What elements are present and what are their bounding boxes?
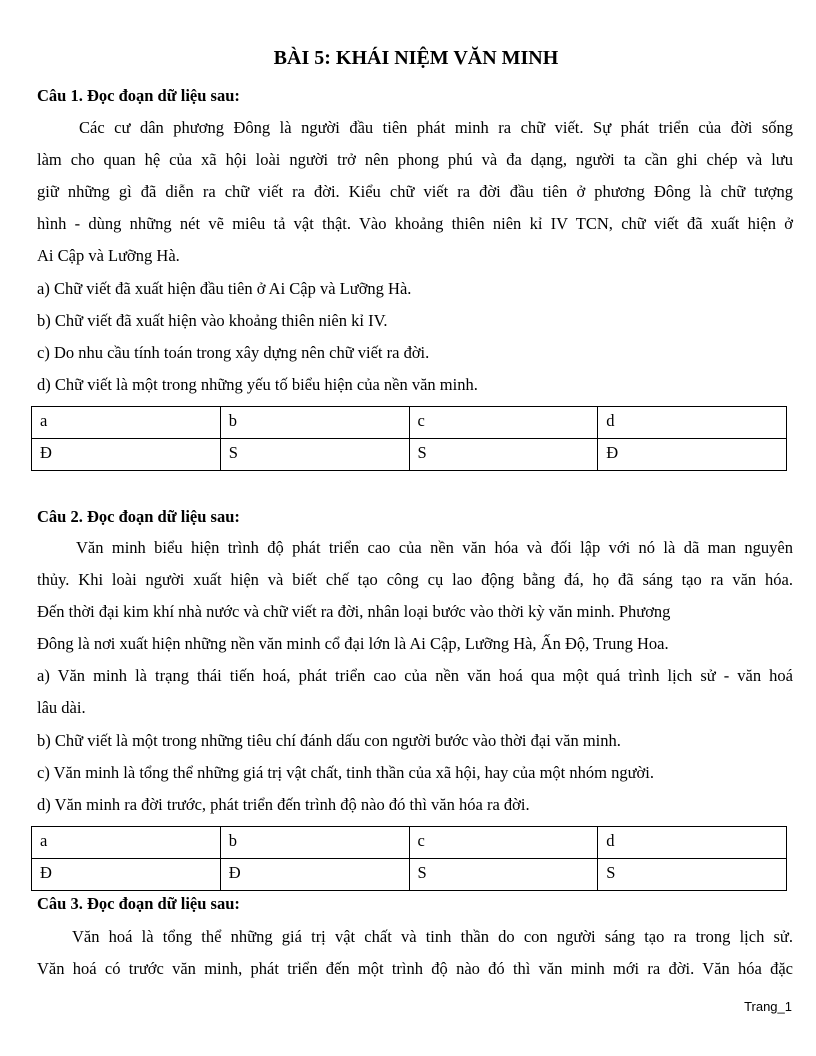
- table-answer-cell: Đ: [32, 859, 221, 891]
- q1-option-a: a) Chữ viết đã xuất hiện đầu tiên ở Ai Cập và Lưỡng Hà.: [37, 279, 412, 298]
- q1-option-b: b) Chữ viết đã xuất hiện vào khoảng thiên niên kỉ IV.: [37, 311, 388, 330]
- table-header-cell: c: [409, 407, 598, 439]
- table-header-cell: a: [32, 827, 221, 859]
- q1-paragraph-line: Các cư dân phương Đông là người đầu tiên phát minh ra chữ viết. Sự phát triển của đời sống: [79, 118, 793, 137]
- table-answer-cell: S: [409, 859, 598, 891]
- q2-option-a-continued: lâu dài.: [37, 698, 86, 717]
- q1-paragraph-line: hình - dùng những nét vẽ miêu tả vật thật. Vào khoảng thiên niên kỉ IV TCN, chữ viết đã xuất hiện ở: [37, 214, 793, 233]
- table-header-cell: d: [598, 407, 787, 439]
- question-3-heading: Câu 3. Đọc đoạn dữ liệu sau:: [37, 894, 240, 913]
- table-answer-cell: Đ: [32, 439, 221, 471]
- q2-option-c: c) Văn minh là tổng thể những giá trị vật chất, tinh thần của xã hội, hay của một nhóm người.: [37, 763, 654, 782]
- table-answer-cell: S: [220, 439, 409, 471]
- table-row: [32, 827, 787, 859]
- table-row: [32, 859, 787, 891]
- q2-option-d: d) Văn minh ra đời trước, phát triển đến trình độ nào đó thì văn hóa ra đời.: [37, 795, 530, 814]
- table-header-cell: b: [220, 407, 409, 439]
- q3-paragraph-line: Văn hoá có trước văn minh, phát triển đến một trình độ nào đó thì văn minh mới ra đời. Văn hóa đặc: [37, 959, 793, 978]
- q1-paragraph-line: làm cho quan hệ của xã hội loài người trở nên phong phú và đa dạng, người ta cần ghi chép và lưu: [37, 150, 793, 169]
- table-header-cell: b: [220, 827, 409, 859]
- q3-paragraph-line: Văn hoá là tổng thể những giá trị vật chất và tinh thần do con người sáng tạo ra trong lịch sử.: [72, 927, 793, 946]
- page-title: BÀI 5: KHÁI NIỆM VĂN MINH: [273, 47, 559, 69]
- q2-paragraph-line: Đến thời đại kim khí nhà nước và chữ viết ra đời, nhân loại bước vào thời kỳ văn minh. Phương: [37, 602, 671, 621]
- page-number: Trang_1: [744, 999, 792, 1014]
- q1-paragraph-line: giữ những gì đã diễn ra chữ viết ra đời. Kiểu chữ viết ra đời đầu tiên ở phương Đông là chữ tượng: [37, 182, 793, 201]
- table-answer-cell: Đ: [220, 859, 409, 891]
- question-1-heading: Câu 1. Đọc đoạn dữ liệu sau:: [37, 86, 240, 105]
- table-row: [32, 439, 787, 471]
- q2-option-a: a) Văn minh là trạng thái tiến hoá, phát triển cao của nền văn hoá qua một quá trình lịch sử - văn hoá: [37, 666, 793, 685]
- q2-paragraph-line: Đông là nơi xuất hiện những nền văn minh cổ đại lớn là Ai Cập, Lưỡng Hà, Ấn Độ, Trung Hoa.: [37, 634, 669, 653]
- table-answer-cell: S: [598, 859, 787, 891]
- table-answer-cell: Đ: [598, 439, 787, 471]
- question-2-heading: Câu 2. Đọc đoạn dữ liệu sau:: [37, 507, 240, 526]
- q2-option-b: b) Chữ viết là một trong những tiêu chí đánh dấu con người bước vào thời đại văn minh.: [37, 731, 621, 750]
- q2-paragraph-line: Văn minh biểu hiện trình độ phát triển cao của nền văn hóa và đối lập với nó là dã man nguyên: [76, 538, 793, 557]
- table-header-cell: a: [32, 407, 221, 439]
- q2-paragraph-line: thủy. Khi loài người xuất hiện và biết chế tạo công cụ lao động bằng đá, họ đã sáng tạo ra văn hóa.: [37, 570, 793, 589]
- q1-answer-table: [31, 406, 787, 471]
- table-answer-cell: S: [409, 439, 598, 471]
- table-header-cell: c: [409, 827, 598, 859]
- q1-paragraph-line: Ai Cập và Lưỡng Hà.: [37, 246, 180, 265]
- table-header-cell: d: [598, 827, 787, 859]
- q2-answer-table: [31, 826, 787, 891]
- table-row: [32, 407, 787, 439]
- q1-option-d: d) Chữ viết là một trong những yếu tố biểu hiện của nền văn minh.: [37, 375, 478, 394]
- q1-option-c: c) Do nhu cầu tính toán trong xây dựng nên chữ viết ra đời.: [37, 343, 430, 362]
